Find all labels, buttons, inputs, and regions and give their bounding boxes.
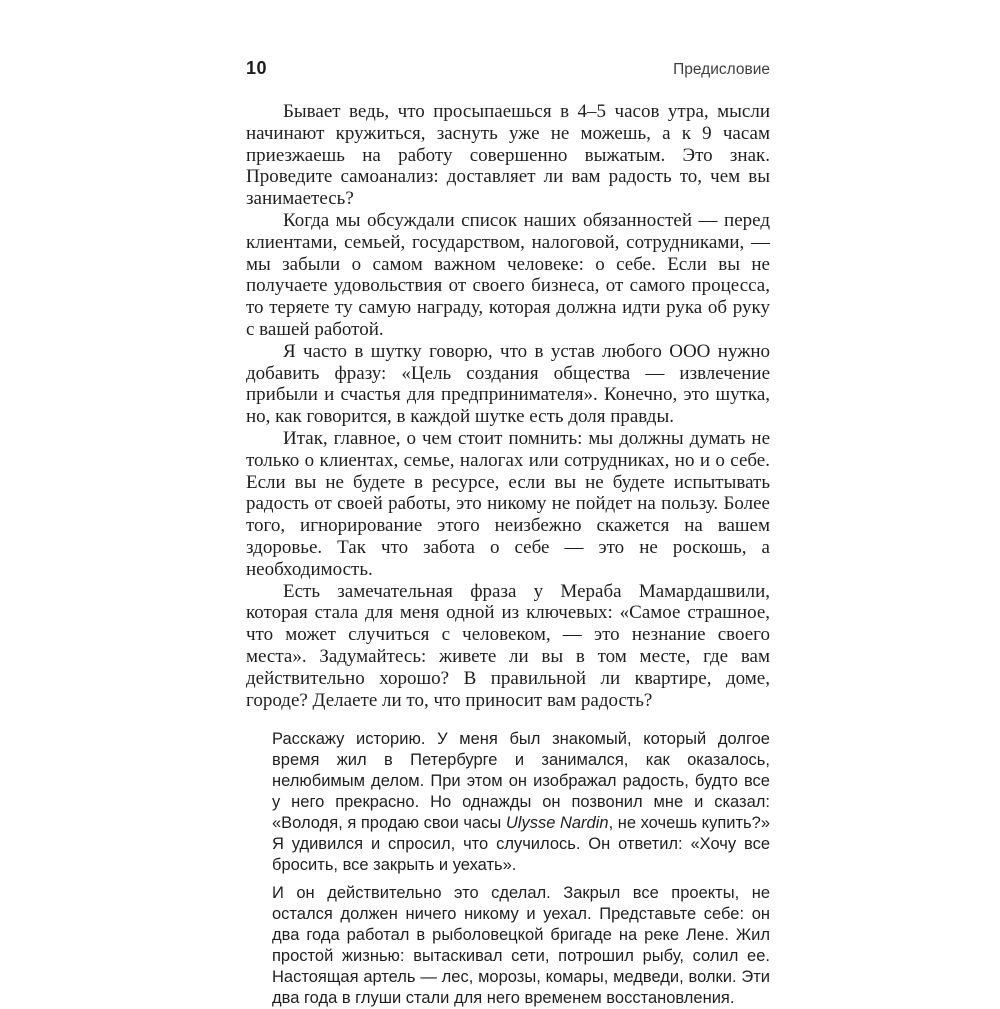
body-paragraph: Итак, главное, о чем стоит помнить: мы должны думать не только о клиентах, семье, налогах или сотрудниках, но и о себе. Если вы не будете в ресурсе, если вы не будете испытывать радость от своей работы, это никому не пойдет на пользу. Более того, игнорирование этого неизбежно скажется на вашем здоровье. Так что забота о себе — это не роскошь, а необходимость. — [246, 427, 770, 580]
excerpt-paragraph: Расскажу историю. У меня был знакомый, который долгое время жил в Петербурге и занимался, как оказалось, нелюбимым делом. При этом он изображал радость, будто все у него прекрасно. Но однажды он позвонил мне и сказал: «Володя, я продаю свои часы Ulysse Nardin, не хочешь купить?» Я удивился и спросил, что случилось. Он ответил: «Хочу все бросить, все закрыть и уехать». — [272, 730, 770, 875]
page-number: 10 — [246, 58, 268, 78]
page-header — [246, 58, 770, 79]
excerpt-paragraph: И он действительно это сделал. Закрыл все проекты, не остался должен ничего никому и уехал. Представьте себе: он два года работал в рыболовецкой бригаде на реке Лене. Жил простой жизнью: вытаскивал сети, потрошил рыбу, солил ее. Настоящая артель — лес, морозы, комары, медведи, волки. Эти два года в глуши стали для него временем восстановления. — [272, 884, 770, 1008]
story-excerpt — [272, 729, 770, 1009]
body-paragraph: Есть замечательная фраза у Мераба Мамардашвили, которая стала для меня одной из ключевых: «Самое страшное, что может случиться с человеком, — это незнание своего места». Задумайтесь: живете ли вы в том месте, где вам действительно хорошо? В правильной ли квартире, доме, городе? Делаете ли то, что приносит вам радость? — [246, 580, 770, 711]
body-paragraph: Когда мы обсуждали список наших обязанностей — перед клиентами, семьей, государством, налоговой, сотрудниками, — мы забыли о самом важном человеке: о себе. Если вы не получаете удовольствия от своего бизнеса, от самого процесса, то теряете ту самую награду, которая должна идти рука об руку с вашей работой. — [246, 209, 770, 340]
running-section-title: Предисловие — [673, 61, 770, 78]
text-column — [246, 101, 770, 1009]
body-paragraph: Я часто в шутку говорю, что в устав любого ООО нужно добавить фразу: «Цель создания общества — извлечение прибыли и счастья для предпринимателя». Конечно, это шутка, но, как говорится, в каждой шутке есть доля правды. — [246, 340, 770, 428]
body-paragraph: Бывает ведь, что просыпаешься в 4–5 часов утра, мысли начинают кружиться, заснуть уже не можешь, а к 9 часам приезжаешь на работу совершенно выжатым. Это знак. Проведите самоанализ: доставляет ли вам радость то, чем вы занимаетесь? — [246, 101, 770, 210]
